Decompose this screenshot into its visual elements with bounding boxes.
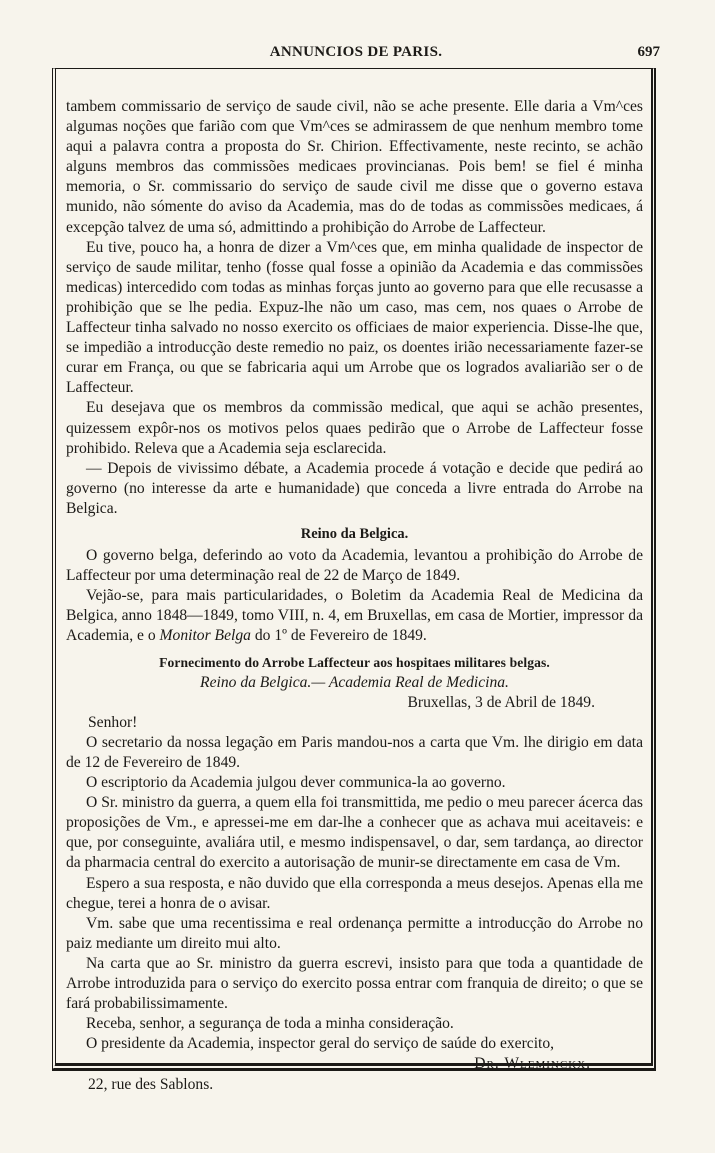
page-number: 697 [637,44,660,60]
paragraph: O escriptorio da Academia julgou dever communica-la ao governo. [86,774,506,792]
paragraph-text: do 1º de Fevereiro de 1849. [254,627,427,645]
paragraph: tambem commissario de serviço de saude civil, não se ache presente. Elle daria a Vm^ces algumas noções que farião com que Vm^ces se admirassem de que nenhum membro tome aqui a palavra contra a proposta do Sr. Chirion. Effectivamente, neste recinto, se achão alguns membros das commissões medicaes provincianas. Pois bem! se fiel é minha memoria, o Sr. commissario do serviço de saude civil me disse que o governo estava munido, não sómente do aviso da Academia, mas do de todas as commissões medicaes, á excepção talvez de uma só, admittindo a prohibição do Arrobe de Laffecteur. [66,98,643,236]
salutation: Senhor! [88,713,138,731]
paragraph: Espero a sua resposta, e não duvido que ella corresponda a meus desejos. Apenas ella me chegue, terei a honra de o avisar. [66,874,643,912]
paragraph: Receba, senhor, a segurança de toda a minha consideração. [86,1015,454,1033]
paragraph: O secretario da nossa legação em Paris mandou-nos a carta que Vm. lhe dirigio em data de 12 de Fevereiro de 1849. [66,733,643,771]
section-heading: Reino da Belgica. [300,525,409,542]
paragraph: — Depois de vivissimo débate, a Academia procede á votação e decide que pedirá ao governo (no interesse da arte e humanidade) que conceda a livre entrada do Arrobe na Belgica. [66,459,643,517]
letter-date: Bruxellas, 3 de Abril de 1849. [407,693,595,711]
paragraph: O presidente da Academia, inspector geral do serviço de saúde do exercito, [86,1035,555,1053]
address: 22, rue des Sablons. [88,1075,214,1093]
paragraph-text: Vejão-se, para mais particularidades, o Boletim da Academia Real de Medicina da Belgica, anno 1848—1849, tomo VIII, n. 4, em Bruxellas, em casa de Mortier, impressor da Academia, e o [66,587,643,645]
publication-title: Monitor Belga [159,627,251,645]
paragraph: Eu desejava que os membros da commissão medical, que aqui se achão presentes, quizessem expôr-nos os motivos pelos quaes pedirão que o Arrobe de Laffecteur fosse prohibido. Releva que a Academia seja esclarecida. [66,399,643,457]
page-header [52,44,660,66]
signature: Dr. Wleminckx. [474,1055,591,1073]
advertisement-frame [52,68,656,1093]
paragraph: Na carta que ao Sr. ministro da guerra escrevi, insisto para que toda a quantidade de Arrobe introduzida para o serviço do exercito possa entrar com franquia de direito; o que se fará probabilissimamente. [66,954,643,1013]
running-title: ANNUNCIOS DE PARIS. [269,44,443,60]
paragraph: O Sr. ministro da guerra, a quem ella foi transmittida, me pedio o meu parecer ácerca das proposições de Vm., e apressei-me em dar-lhe a conhecer que as achava mui aceitaveis: e que, por conseguinte, avaliára util, e mesmo indispensavel, o dar, sem tardança, ao director da pharmacia central do exercito a autorisação de munir-se directamente em casa de Vm. [66,794,643,872]
advertisement-text [66,97,643,1095]
paragraph: Vm. sabe que uma recentissima e real ordenança permitte a introducção do Arrobe no paiz mediante um direito mui alto. [66,914,643,952]
paragraph [66,586,643,646]
section-heading: Fornecimento do Arrobe Laffecteur aos hospitaes militares belgas. [159,654,550,670]
letter-origin: Reino da Belgica.— Academia Real de Medicina. [200,673,509,691]
paragraph: O governo belga, deferindo ao voto da Academia, levantou a prohibição do Arrobe de Laffecteur por uma determinação real de 22 de Março de 1849. [66,547,643,585]
paragraph: Eu tive, pouco ha, a honra de dizer a Vm^ces que, em minha qualidade de inspector de serviço de saude militar, tenho (fosse qual fosse a opinião da Academia e das commissões medicas) intercedido com todas as minhas forças junto ao governo para que elle recusasse a prohibição que se lhe pedia. Expuz-lhe não um caso, mas cem, nos quaes o Arrobe de Laffecteur tinha salvado no nosso exercito os officiaes de maior experiencia. Disse-lhe que, se impedião a introducção deste remedio no paiz, os doentes irião necessariamente fazer-se curar em França, ou que se fabricaria aqui um Arrobe que os logrados avaliarião ser o de Laffecteur. [66,238,643,397]
